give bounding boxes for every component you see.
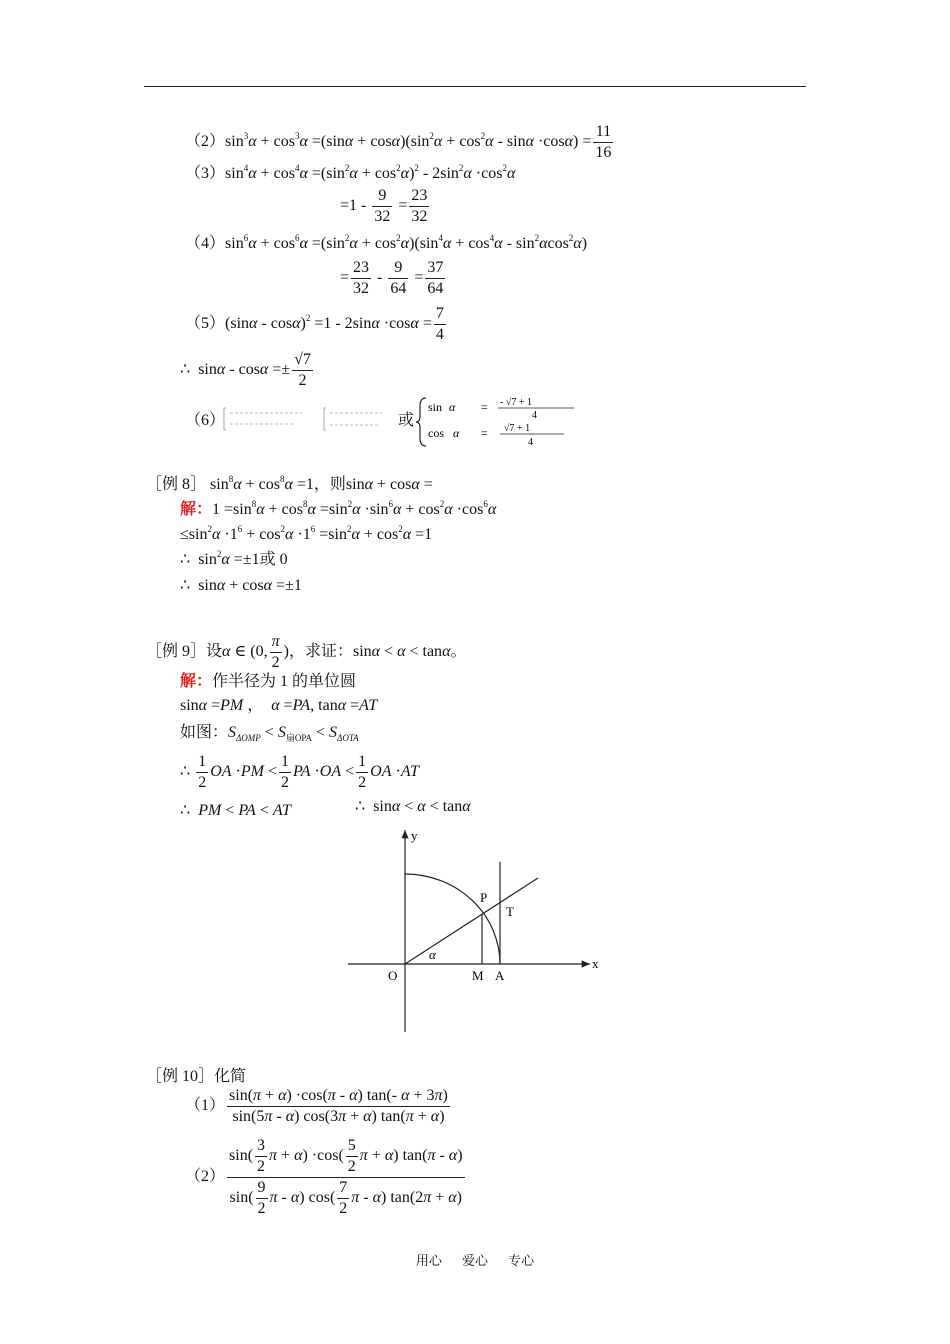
item-label: （3） <box>185 165 226 182</box>
footer-text: 用心 <box>415 1254 442 1269</box>
unit-circle-diagram <box>340 822 610 1037</box>
eq-therefore-1: ∴ sinα - cosα =± $\frac{√7}{2}$ <box>180 351 311 389</box>
example-10-part-2: （2） sin( $\frac{3}{2}$ π + α) ·cos( $\frac{5}{2}$ π + α) tan(π - α) sin( $\frac{9}{2}$ π - α) cos( $\frac{7}{2}$ π - α) tan(2π + α) <box>185 1137 463 1217</box>
eq-item-4: $(4)\sin^6\alpha + \cos^6\alpha =(\sin^2\alpha + \cos^2\alpha)(\sin^4\alpha + \cos^4\alpha - \sin^2\alpha\cos^2\alpha)$ <box>185 233 588 252</box>
y-label: y <box>411 828 418 843</box>
footer-text: 专心 <box>508 1254 535 1269</box>
solution-label: 解： <box>180 501 213 518</box>
item-label: （2） <box>185 133 226 151</box>
point-t-label: T <box>506 904 514 919</box>
eq-item-4-step: = $\frac{23}{32}$ - $\frac{9}{64}$ = $\frac{37}{64}$ <box>340 259 444 297</box>
svg-text:α: α <box>453 426 460 440</box>
eq-item-5: （5）(sinα - cosα)$^2$ =1 - 2sinα ·cosα = $\frac{7}{4}$ <box>185 305 444 343</box>
svg-text:4: 4 <box>528 437 533 448</box>
system-solution <box>416 396 586 448</box>
footer-text: 爱心 <box>461 1254 488 1269</box>
eq-item-6 <box>185 412 225 430</box>
page-footer <box>0 1250 950 1269</box>
or-word: 或 <box>398 412 415 429</box>
angle-alpha-label: α <box>429 947 436 962</box>
item-label: （2） <box>185 1168 226 1186</box>
item-label: （6） <box>185 412 226 429</box>
point-p-label: P <box>480 890 488 905</box>
example-9-statement: ［例 9］设α ∈ (0, $\frac{\pi}{2}$ )，求证：sinα < α < tanα。 <box>146 633 467 671</box>
svg-text:- √7 + 1: - √7 + 1 <box>500 397 532 408</box>
svg-text:=: = <box>481 400 488 414</box>
fraction: $\frac{11}{16}$ <box>595 123 612 161</box>
example-8-solution-3: ∴ $\sin^2\alpha =\pm 1$或 0 <box>180 549 288 568</box>
faint-system-images <box>222 404 382 434</box>
terminal-ray <box>405 878 538 964</box>
header-rule <box>144 86 806 87</box>
example-9-solution-6: ∴ sinα < α < tanα <box>355 798 471 815</box>
svg-text:α: α <box>449 400 456 414</box>
example-10-part-1: （1） $\frac{\sin(\pi + \alpha) \cdot\cos(\pi - \alpha) \tan(- \alpha + 3\pi)}{\sin(5\pi - \alpha) \cos(3\pi + \alpha) \tan(\pi + \alpha)}$ <box>185 1087 448 1125</box>
example-9-solution-2: sinα =PM ， α =PA, tanα =AT <box>180 697 378 714</box>
example-label: ［例 10］化简 <box>146 1068 247 1085</box>
example-9-solution-3: 如图：$S_{\Delta OMP} < S_{扇OPA} < S_{\Delta OTA}$ <box>180 724 359 744</box>
example-8-statement: ［例 8］ $\sin^8\alpha + \cos^8\alpha =1$，则sinα + cosα = <box>146 474 433 493</box>
svg-text:cos: cos <box>428 426 444 440</box>
example-8-solution-4: ∴ sinα + cosα =±1 <box>180 577 302 594</box>
item-label: （4） <box>185 235 226 252</box>
example-8-solution-1: 解：$1 =\sin^8\alpha + \cos^8\alpha =\sin^2\alpha \cdot\sin^6\alpha + \cos^2\alpha \cdot\cos^6\alpha$ <box>180 499 497 518</box>
example-9-solution-1: 解：作半径为 1 的单位圆 <box>180 673 357 690</box>
eq-item-3-step: =1 - $\frac{9}{32}$ = $\frac{23}{32}$ <box>340 187 428 225</box>
point-a-label: A <box>495 968 505 983</box>
eq-item-2: $(2)\sin^3\alpha + \cos^3\alpha =(\sin\alpha + \cos\alpha)(\sin^2\alpha + \cos^2\alpha - \sin\alpha \cdot\cos\alpha)$ = $\frac{11}{16}$ <box>185 123 612 161</box>
svg-text:4: 4 <box>532 410 537 421</box>
point-m-label: M <box>472 968 484 983</box>
example-10-heading <box>146 1068 246 1086</box>
example-9-solution-5: ∴ PM < PA < AT <box>180 802 291 819</box>
eq-item-3: $(3)\sin^4\alpha + \cos^4\alpha =(\sin^2\alpha + \cos^2\alpha)^2 - 2\sin^2\alpha \cdot\cos^2\alpha$ <box>185 163 516 182</box>
example-label: ［例 9］ <box>146 643 207 661</box>
item-label: （1） <box>185 1097 226 1115</box>
example-9-solution-4: ∴ $\frac{1}{2}$ OA ·PM < $\frac{1}{2}$ PA ·OA < $\frac{1}{2}$ OA ·AT <box>180 753 419 791</box>
svg-text:sin: sin <box>428 400 443 414</box>
svg-text:=: = <box>481 426 488 440</box>
svg-text:√7 + 1: √7 + 1 <box>504 423 531 434</box>
x-label: x <box>592 956 599 971</box>
example-8-solution-2: $\le\sin^2\alpha \cdot 1^6 + \cos^2\alpha \cdot 1^6 =\sin^2\alpha + \cos^2\alpha =1$ <box>180 524 433 543</box>
solution-label: 解： <box>180 673 213 690</box>
origin-label: O <box>388 968 398 983</box>
item-label: （5） <box>185 315 226 333</box>
example-label: ［例 8］ <box>146 476 207 493</box>
unit-arc <box>405 874 500 964</box>
